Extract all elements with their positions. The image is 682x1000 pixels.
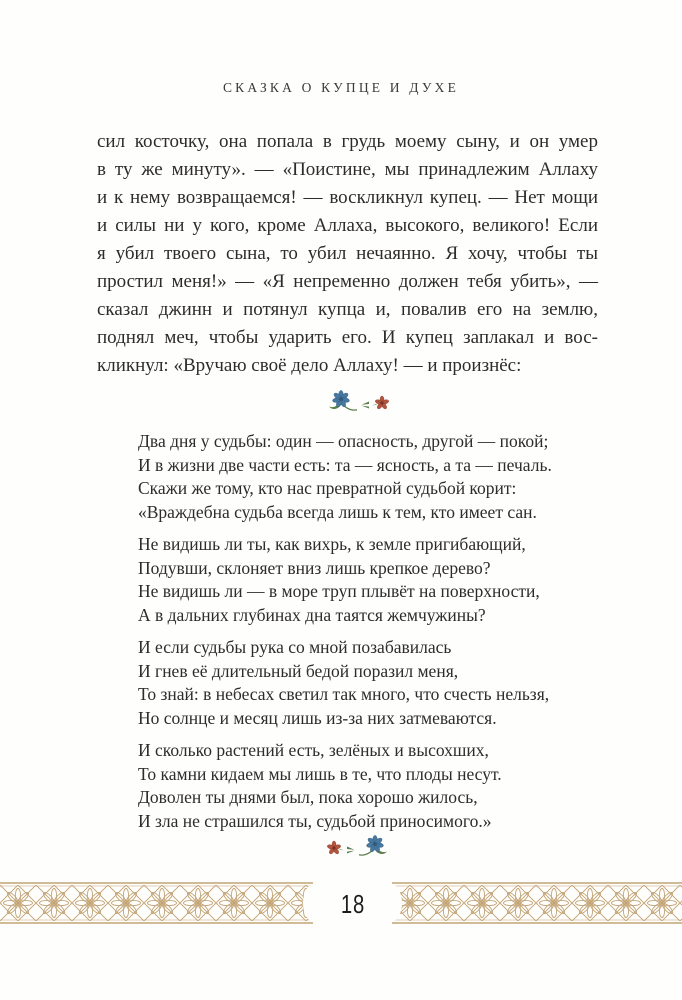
poem-line: Подувши, склоняет вниз лишь крепкое дерево? [138,557,491,578]
page-number: 18 [340,889,366,919]
floral-divider-bottom [322,835,388,861]
poem-line: Но солнце и месяц лишь из-за них затмеваются. [138,707,497,728]
footer-border-right [392,881,682,925]
poem-stanza [138,636,598,730]
poem-stanza [138,739,598,833]
poem-stanza [138,533,598,627]
body-line: кликнул: «Вручаю своё дело Аллаху! — и произнёс: [97,355,522,376]
girih-band-icon [0,881,313,925]
girih-band-icon [392,881,682,925]
body-line: я убил твоего сына, то убил нечаянно. Я хочу, чтобы ты [97,243,598,264]
body-line: в ту же минуту». — «Поистине, мы принадлежим Аллаху [97,159,598,180]
poem [138,430,598,842]
poem-line: То камни кидаем мы лишь в те, что плоды несут. [138,763,502,784]
body-line: сил косточку, она попала в грудь моему сыну, и он умер [97,131,598,152]
poem-line: Скажи же тому, кто нас превратной судьбой корит: [138,478,517,498]
poem-stanza [138,430,598,524]
poem-line: И если судьбы рука со мной позабавилась [138,637,452,657]
poem-line: Два дня у судьбы: один — опасность, другой — покой; [138,431,549,451]
body-line: и силы ни у кого, кроме Аллаха, высокого, великого! Если [97,215,598,236]
poem-line: И сколько растений есть, зелёных и высохших, [138,740,489,760]
poem-line: Не видишь ли — в море труп плывёт на поверхности, [138,581,540,601]
body-line: и к нему возвращаемся! — воскликнул купец. — Нет мощи [97,187,598,208]
body-text [97,128,598,380]
poem-line: То знай: в небесах светил так много, что счесть нельзя, [138,684,550,704]
body-line: сказал джинн и потянул купца и, повалив его на землю, [97,299,598,320]
poem-line: И зла не страшился ты, судьбой приносимого.» [138,810,492,831]
poem-line: «Враждебна судьба всегда лишь к тем, кто имеет сан. [138,501,537,522]
flower-sprig-icon [322,835,388,861]
body-line: простил меня!» — «Я непременно должен тебя убить», — [97,271,598,292]
poem-line: Доволен ты днями был, пока хорошо жилось, [138,787,478,807]
footer-border-left [0,881,313,925]
poem-line: А в дальних глубинах дна таятся жемчужины? [138,604,486,625]
floral-divider-top [328,390,394,416]
flower-sprig-icon [328,390,394,416]
poem-line: Не видишь ли ты, как вихрь, к земле пригибающий, [138,534,526,554]
poem-line: И гнев её длительный бедой поразил меня, [138,660,459,681]
running-head: СКАЗКА О КУПЦЕ И ДУХЕ [222,80,460,95]
body-line: поднял меч, чтобы ударить его. И купец заплакал и вос- [97,327,598,348]
poem-line: И в жизни две части есть: та — ясность, а та — печаль. [138,454,552,475]
